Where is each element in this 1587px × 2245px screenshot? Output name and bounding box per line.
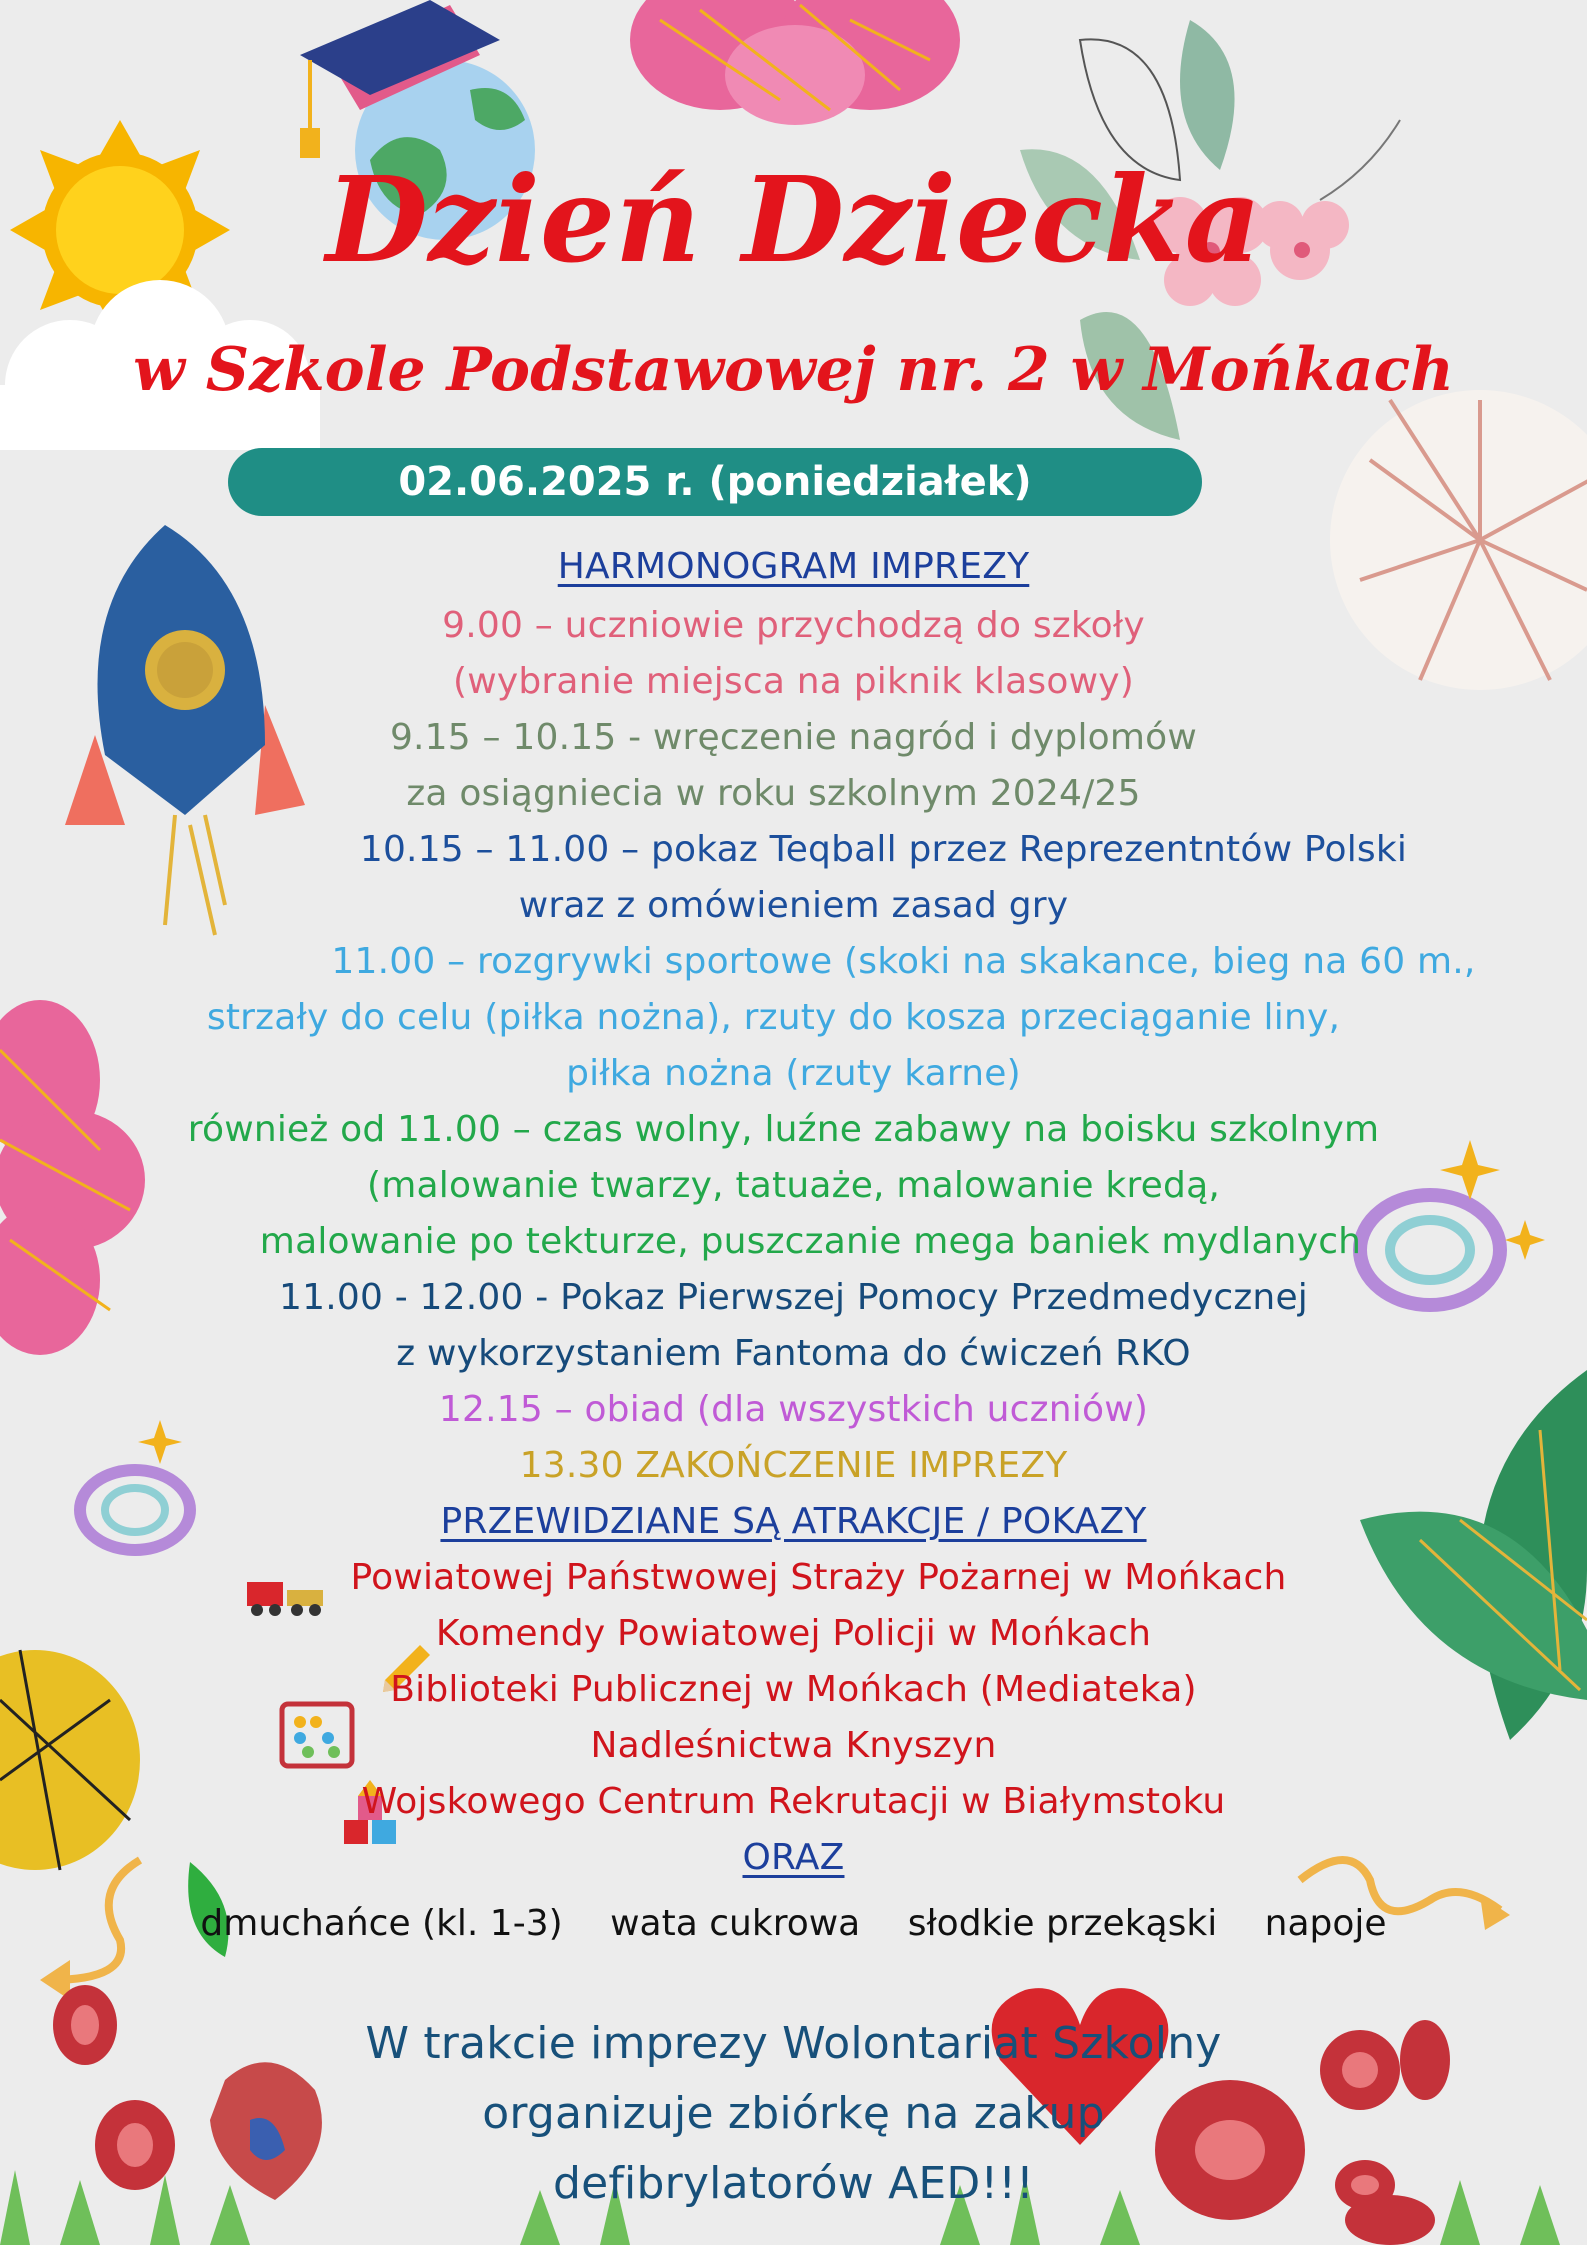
extra-item: słodkie przekąski <box>907 1903 1218 1944</box>
oraz-heading: ORAZ <box>742 1837 845 1878</box>
schedule-line: wraz z omówieniem zasad gry <box>518 885 1069 926</box>
schedule-line: 12.15 – obiad (dla wszystkich uczniów) <box>438 1389 1149 1430</box>
schedule-line: z wykorzystaniem Fantoma do ćwiczeń RKO <box>396 1333 1191 1374</box>
galaxy-swirl-small-icon <box>40 1420 230 1580</box>
schedule-line: piłka nożna (rzuty karne) <box>566 1053 1021 1094</box>
schedule-line: 11.00 – rozgrywki sportowe (skoki na skakance, bieg na 60 m., <box>331 941 1476 982</box>
schedule-heading: HARMONOGRAM IMPREZY <box>557 546 1030 587</box>
extra-item: dmuchańce (kl. 1-3) <box>200 1903 563 1944</box>
closing-line: W trakcie imprezy Wolontariat Szkolny <box>365 2018 1222 2069</box>
extra-item: wata cukrowa <box>610 1903 861 1944</box>
schedule-line: również od 11.00 – czas wolny, luźne zabawy na boisku szkolnym <box>187 1109 1380 1150</box>
schedule-line: 13.30 ZAKOŃCZENIE IMPREZY <box>519 1445 1068 1486</box>
page-subtitle: w Szkole Podstawowej nr. 2 w Mońkach <box>133 335 1454 405</box>
schedule-line: za osiągniecia w roku szkolnym 2024/25 <box>406 773 1141 814</box>
schedule-line: strzały do celu (piłka nożna), rzuty do kosza przeciąganie liny, <box>206 997 1341 1038</box>
date-banner: 02.06.2025 r. (poniedziałek) <box>228 448 1202 516</box>
attraction-item: Biblioteki Publicznej w Mońkach (Mediateka) <box>390 1669 1197 1710</box>
extras-row <box>0 1903 1587 1944</box>
pink-flower-icon <box>600 0 980 130</box>
attraction-item: Nadleśnictwa Knyszyn <box>590 1725 997 1766</box>
schedule-line: 9.00 – uczniowie przychodzą do szkoły <box>442 605 1145 646</box>
attraction-item: Powiatowej Państwowej Straży Pożarnej w Mońkach <box>350 1557 1287 1598</box>
attraction-item: Komendy Powiatowej Policji w Mońkach <box>435 1613 1152 1654</box>
schedule-line: malowanie po tekturze, puszczanie mega baniek mydlanych <box>259 1221 1362 1262</box>
extra-item: napoje <box>1264 1903 1387 1944</box>
closing-line: organizuje zbiórkę na zakup <box>482 2088 1105 2139</box>
schedule-line: (wybranie miejsca na piknik klasowy) <box>452 661 1134 702</box>
schedule-line: 9.15 – 10.15 - wręczenie nagród i dyplomów <box>389 717 1198 758</box>
page-title: Dzień Dziecka <box>325 150 1262 289</box>
schedule-line: (malowanie twarzy, tatuaże, malowanie kredą, <box>367 1165 1220 1206</box>
attraction-item: Wojskowego Centrum Rekrutacji w Białymstoku <box>361 1781 1226 1822</box>
schedule-line: 11.00 - 12.00 - Pokaz Pierwszej Pomocy Przedmedycznej <box>279 1277 1308 1318</box>
attractions-heading: PRZEWIDZIANE SĄ ATRAKCJE / POKAZY <box>440 1501 1147 1542</box>
schedule-line: 10.15 – 11.00 – pokaz Teqball przez Reprezentntów Polski <box>359 829 1408 870</box>
closing-line: defibrylatorów AED!!! <box>552 2158 1035 2209</box>
